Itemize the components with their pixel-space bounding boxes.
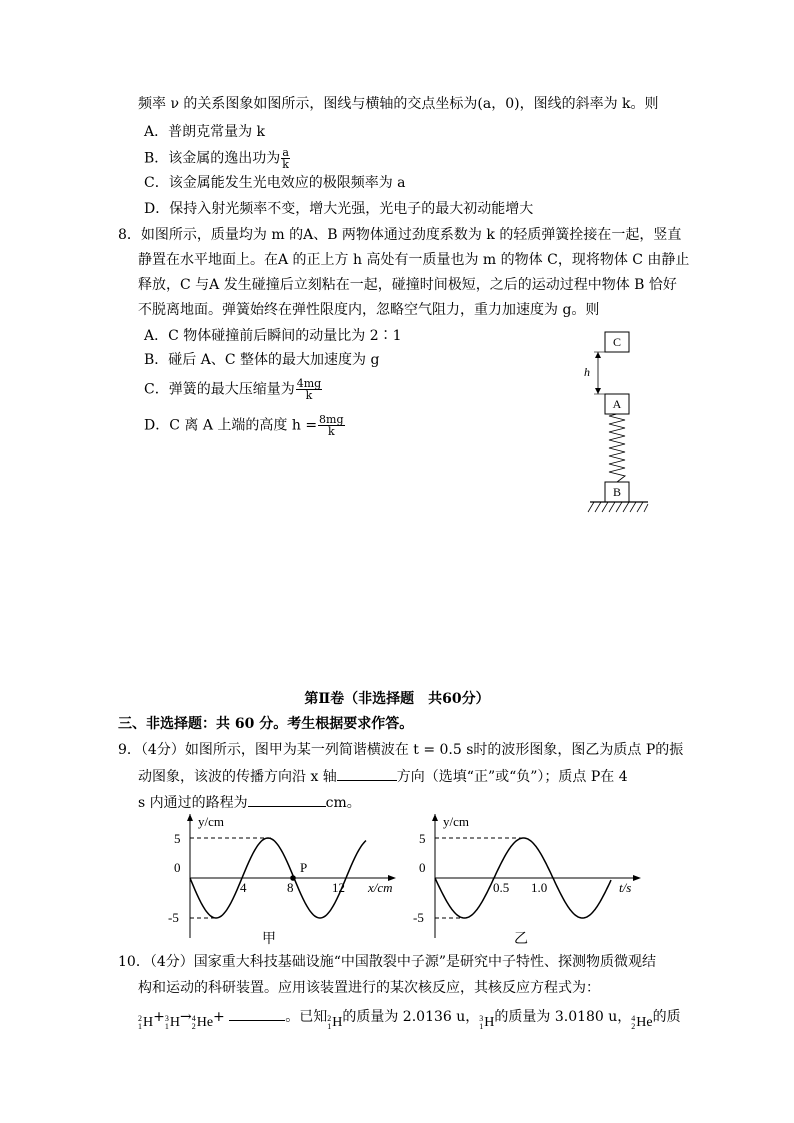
- h2ref-atomic-number: 1: [327, 1022, 332, 1031]
- jia-y-arrow: [187, 814, 193, 821]
- q9-line-2-text-a: 动图象，该波的传播方向沿 x 轴: [138, 769, 337, 785]
- q8-option-c: [144, 378, 323, 401]
- he4-atomic-number: 2: [191, 1022, 196, 1031]
- he4ref-mass-number: 4: [631, 1014, 636, 1023]
- caption-jia: 甲: [262, 931, 276, 947]
- section-heading: 三、非选择题：共 60 分。考生根据要求作答。: [118, 716, 414, 732]
- yi-amp-label: 5: [419, 831, 426, 846]
- jia-tick-8: 8: [287, 880, 294, 895]
- h2ref-symbol: H: [332, 1015, 343, 1030]
- jia-point-label: P: [300, 860, 308, 875]
- h3ref-atomic-number: 1: [479, 1022, 484, 1031]
- q7-option-b-text: B．该金属的逸出功为: [144, 150, 281, 167]
- nuclide-h2: [138, 1013, 153, 1033]
- spring-system-figure: [580, 330, 660, 520]
- q9-blank-distance[interactable]: [248, 792, 326, 807]
- q9-line-3-text-a: s 内通过的路程为: [138, 795, 248, 811]
- he4ref-atomic-number: 2: [631, 1022, 636, 1031]
- eq-plus-2: +: [213, 1009, 225, 1025]
- q10-mass-h3: 的质量为 3.0180 u，: [494, 1009, 632, 1025]
- q7-option-b: [144, 147, 291, 170]
- yi-y-label: y/cm: [443, 814, 469, 829]
- he4-symbol: He: [196, 1015, 214, 1030]
- q8-option-d-text: D．C 离 A 上端的高度 h =: [144, 417, 318, 434]
- jia-zero-label: 0: [174, 860, 181, 875]
- he4-mass-number: 4: [191, 1014, 196, 1023]
- q8-d-den: k: [327, 425, 335, 438]
- q7-option-a: A．普朗克常量为 k: [144, 124, 266, 140]
- h2-symbol: H: [143, 1015, 154, 1030]
- caption-yi: 乙: [514, 931, 528, 947]
- h3ref-mass-number: 3: [479, 1014, 484, 1023]
- spring: [609, 414, 625, 482]
- q7-stem-line: 频率 ν 的关系图象如图所示，图线与横轴的交点坐标为(a，0)，图线的斜率为 k。则: [138, 96, 659, 112]
- q8-stem-line-2: 静置在水平地面上。在A 的正上方 h 高处有一质量也为 m 的物体 C，现将物体 C 由静止: [138, 252, 690, 268]
- q8-option-a: A．C 物体碰撞前后瞬间的动量比为 2∶1: [144, 328, 402, 344]
- height-arrow-top: [595, 352, 601, 358]
- q7-option-c: C．该金属能发生光电效应的极限频率为 a: [144, 175, 406, 191]
- q7-option-b-fraction: [281, 147, 290, 170]
- q8-option-d: [144, 414, 346, 437]
- nuclide-h3: [165, 1013, 180, 1033]
- height-label: h: [584, 365, 590, 379]
- nuclide-he4-ref: [631, 1013, 652, 1033]
- q10-blank-product[interactable]: [229, 1006, 285, 1021]
- q8-stem-line-1: 8．如图所示，质量均为 m 的A、B 两物体通过劲度系数为 k 的轻质弹簧拴接在一起，竖直: [118, 227, 682, 243]
- height-arrow-bottom: [595, 388, 601, 394]
- eq-arrow: →: [179, 1009, 192, 1025]
- q8-d-num: 8mg: [319, 413, 344, 426]
- h2-mass-number: 2: [138, 1014, 142, 1023]
- yi-tick-0-5: 0.5: [493, 880, 510, 895]
- q10-eq-suffix: 。已知: [285, 1009, 328, 1025]
- q9-blank-direction[interactable]: [337, 766, 397, 781]
- yi-zero-label: 0: [419, 860, 426, 875]
- he4ref-symbol: He: [636, 1015, 653, 1030]
- nuclide-he4: [192, 1013, 213, 1033]
- yi-y-arrow: [432, 814, 438, 821]
- q10-mass-h2: 的质量为 2.0136 u，: [342, 1009, 480, 1025]
- q9-line-3-text-b: cm。: [325, 795, 361, 811]
- block-c-label: C: [612, 335, 622, 349]
- nuclide-h3-ref: [479, 1013, 494, 1033]
- q10-line-3: [138, 1006, 681, 1033]
- q8-option-d-fraction: [318, 414, 344, 437]
- yi-x-arrow: [633, 875, 641, 881]
- wave-graph-jia: [160, 812, 410, 950]
- jia-neg-label: -5: [168, 910, 179, 925]
- q9-line-2: [138, 766, 628, 787]
- jia-tick-12: 12: [332, 880, 345, 895]
- q8-option-c-fraction: [296, 378, 322, 401]
- q8-stem-line-4: 不脱离地面。弹簧始终在弹性限度内，忽略空气阻力，重力加速度为 g。则: [138, 302, 600, 318]
- q8-c-num: 4mg: [296, 377, 322, 390]
- yi-neg-label: -5: [413, 910, 424, 925]
- h3-symbol: H: [169, 1015, 180, 1030]
- q8-stem-line-3: 释放，C 与A 发生碰撞后立刻粘在一起，碰撞时间极短，之后的运动过程中物体 B 恰好: [138, 277, 677, 293]
- q9-line-3: [138, 792, 361, 813]
- h3-mass-number: 3: [164, 1014, 169, 1023]
- nuclide-h2-ref: [327, 1013, 342, 1033]
- ground-hatching: [588, 502, 648, 512]
- vibration-graph-yi: [405, 812, 655, 950]
- h2-atomic-number: 1: [138, 1022, 142, 1031]
- q8-option-b: B．碰后 A、C 整体的最大加速度为 g: [144, 352, 380, 368]
- q9-line-1: 9．（4分）如图所示，图甲为某一列简谐横波在 t = 0.5 s时的波形图象，图乙为质点 P的振: [118, 742, 684, 758]
- jia-tick-4: 4: [240, 880, 247, 895]
- h3-atomic-number: 1: [164, 1022, 169, 1031]
- q10-line-2: 构和运动的科研装置。应用该装置进行的某次核反应，其核反应方程式为：: [138, 980, 600, 996]
- q7-b-num: a: [282, 146, 289, 159]
- q8-option-c-text: C．弹簧的最大压缩量为: [144, 381, 295, 398]
- jia-amp-label: 5: [174, 831, 181, 846]
- block-b-label: B: [612, 485, 622, 499]
- jia-y-label: y/cm: [198, 814, 224, 829]
- q10-mass-he4: 的质: [652, 1009, 681, 1025]
- h3ref-symbol: H: [484, 1015, 495, 1030]
- q8-c-den: k: [305, 389, 313, 402]
- q9-line-2-text-b: 方向（选填“正”或“负”）；质点 P在 4: [396, 769, 628, 785]
- h2ref-mass-number: 2: [327, 1014, 332, 1023]
- jia-x-label: x/cm: [368, 880, 393, 895]
- section-title: 第Ⅱ卷（非选择题 共60分）: [304, 691, 490, 707]
- q7-option-d: D．保持入射光频率不变，增大光强，光电子的最大初动能增大: [144, 201, 534, 217]
- yi-tick-1-0: 1.0: [531, 880, 548, 895]
- yi-x-label: t/s: [619, 880, 632, 895]
- block-a-label: A: [612, 397, 622, 411]
- q10-line-1: 10．（4分）国家重大科技基础设施“中国散裂中子源”是研究中子特性、探测物质微观结: [118, 954, 657, 970]
- eq-plus-1: +: [153, 1009, 165, 1025]
- q7-b-den: k: [282, 158, 289, 171]
